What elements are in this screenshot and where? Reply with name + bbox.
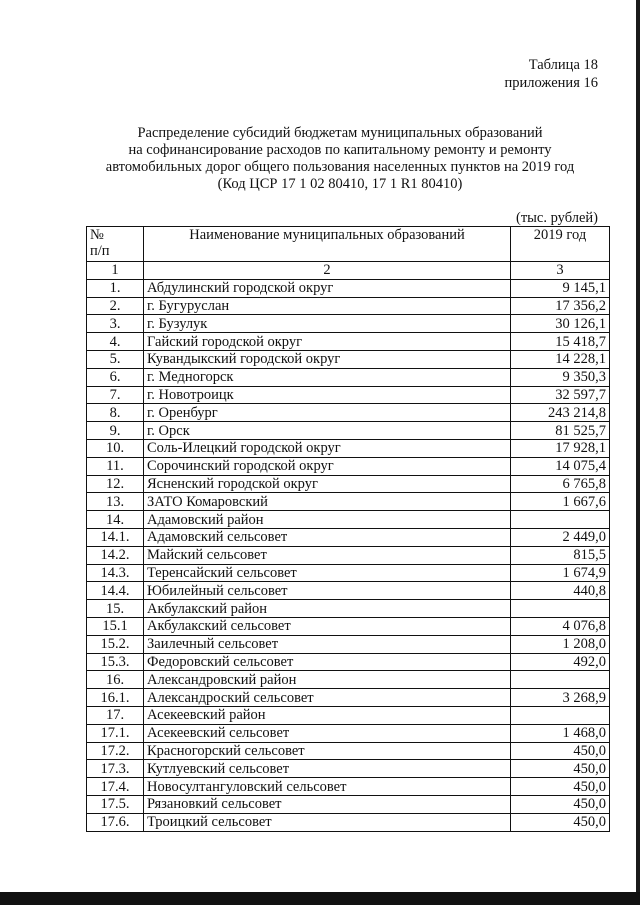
table-row bbox=[87, 778, 610, 796]
table-row bbox=[87, 706, 610, 724]
subsidy-amount: 1 208,0 bbox=[511, 635, 610, 653]
municipality-name: ЗАТО Комаровский bbox=[144, 493, 511, 511]
subsidy-amount: 14 228,1 bbox=[511, 350, 610, 368]
municipality-name: Соль-Илецкий городской округ bbox=[144, 439, 511, 457]
municipality-name: Ясненский городской округ bbox=[144, 475, 511, 493]
column-number: 3 bbox=[511, 262, 610, 280]
row-number: 15.2. bbox=[87, 635, 144, 653]
scan-edge bbox=[636, 0, 640, 905]
municipality-name: г. Бугуруслан bbox=[144, 297, 511, 315]
row-number: 6. bbox=[87, 368, 144, 386]
table-row bbox=[87, 422, 610, 440]
subsidy-amount: 6 765,8 bbox=[511, 475, 610, 493]
municipality-name: Асекеевский район bbox=[144, 706, 511, 724]
title-line: автомобильных дорог общего пользования населенных пунктов на 2019 год bbox=[105, 159, 575, 175]
table-row bbox=[87, 511, 610, 529]
table-row bbox=[87, 315, 610, 333]
row-number: 15. bbox=[87, 600, 144, 618]
table-row bbox=[87, 813, 610, 831]
subsidy-amount: 450,0 bbox=[511, 813, 610, 831]
table-row bbox=[87, 671, 610, 689]
column-number-row bbox=[87, 262, 610, 280]
subsidy-amount: 14 075,4 bbox=[511, 457, 610, 475]
row-number: 17.2. bbox=[87, 742, 144, 760]
municipality-name: Сорочинский городской округ bbox=[144, 457, 511, 475]
municipality-name: Новосултангуловский сельсовет bbox=[144, 778, 511, 796]
subsidy-amount: 32 597,7 bbox=[511, 386, 610, 404]
table-row bbox=[87, 439, 610, 457]
column-number: 1 bbox=[87, 262, 144, 280]
table-row bbox=[87, 564, 610, 582]
subsidy-amount: 450,0 bbox=[511, 778, 610, 796]
subsidy-amount: 15 418,7 bbox=[511, 333, 610, 351]
table-row bbox=[87, 689, 610, 707]
subsidy-amount: 3 268,9 bbox=[511, 689, 610, 707]
table-body bbox=[87, 279, 610, 831]
municipality-name: Рязановкий сельсовет bbox=[144, 795, 511, 813]
title-line: (Код ЦСР 17 1 02 80410, 17 1 R1 80410) bbox=[217, 176, 463, 192]
row-number: 5. bbox=[87, 350, 144, 368]
table-row bbox=[87, 475, 610, 493]
row-number: 2. bbox=[87, 297, 144, 315]
municipality-name: Гайский городской округ bbox=[144, 333, 511, 351]
table-row bbox=[87, 582, 610, 600]
row-number: 17.1. bbox=[87, 724, 144, 742]
row-number: 14.1. bbox=[87, 528, 144, 546]
table-row bbox=[87, 457, 610, 475]
title-line: Распределение субсидий бюджетам муниципальных образований bbox=[137, 125, 543, 141]
table-row bbox=[87, 333, 610, 351]
municipality-name: Александроский сельсовет bbox=[144, 689, 511, 707]
header-num-symbol: № bbox=[90, 227, 104, 243]
row-number: 14.4. bbox=[87, 582, 144, 600]
row-number: 15.3. bbox=[87, 653, 144, 671]
row-number: 17.3. bbox=[87, 760, 144, 778]
subsidy-amount: 17 356,2 bbox=[511, 297, 610, 315]
table-row bbox=[87, 368, 610, 386]
row-number: 11. bbox=[87, 457, 144, 475]
table-row bbox=[87, 297, 610, 315]
row-number: 14. bbox=[87, 511, 144, 529]
row-number: 17.5. bbox=[87, 795, 144, 813]
row-number: 17.6. bbox=[87, 813, 144, 831]
row-number: 16. bbox=[87, 671, 144, 689]
row-number: 17. bbox=[87, 706, 144, 724]
header-num-abbr: п/п bbox=[90, 243, 110, 259]
title-line: на софинансирование расходов по капитальному ремонту и ремонту bbox=[128, 142, 552, 158]
table-row bbox=[87, 386, 610, 404]
table-row bbox=[87, 795, 610, 813]
scan-bottom-bar bbox=[0, 892, 640, 905]
subsidy-amount: 1 667,6 bbox=[511, 493, 610, 511]
municipality-name: Юбилейный сельсовет bbox=[144, 582, 511, 600]
table-row bbox=[87, 635, 610, 653]
table-row bbox=[87, 600, 610, 618]
units-label: (тыс. рублей) bbox=[516, 210, 598, 226]
municipality-name: Абдулинский городской округ bbox=[144, 279, 511, 297]
municipality-name: Майский сельсовет bbox=[144, 546, 511, 564]
row-number: 12. bbox=[87, 475, 144, 493]
header-year: 2019 год bbox=[511, 227, 610, 262]
municipality-name: Адамовский сельсовет bbox=[144, 528, 511, 546]
table-row bbox=[87, 279, 610, 297]
municipality-name: Федоровский сельсовет bbox=[144, 653, 511, 671]
row-number: 10. bbox=[87, 439, 144, 457]
municipality-name: г. Орск bbox=[144, 422, 511, 440]
table-row bbox=[87, 760, 610, 778]
table-row bbox=[87, 617, 610, 635]
table-row bbox=[87, 546, 610, 564]
municipality-name: Адамовский район bbox=[144, 511, 511, 529]
subsidy-amount: 30 126,1 bbox=[511, 315, 610, 333]
municipality-name: Асекеевский сельсовет bbox=[144, 724, 511, 742]
column-number: 2 bbox=[144, 262, 511, 280]
table-row bbox=[87, 724, 610, 742]
appendix-label: приложения 16 bbox=[504, 75, 598, 91]
municipality-name: Теренсайский сельсовет bbox=[144, 564, 511, 582]
municipality-name: г. Новотроицк bbox=[144, 386, 511, 404]
subsidy-table bbox=[86, 226, 610, 832]
document-title bbox=[70, 125, 610, 193]
subsidy-amount bbox=[511, 511, 610, 529]
subsidy-amount bbox=[511, 600, 610, 618]
row-number: 8. bbox=[87, 404, 144, 422]
subsidy-amount: 815,5 bbox=[511, 546, 610, 564]
row-number: 15.1 bbox=[87, 617, 144, 635]
municipality-name: Александровский район bbox=[144, 671, 511, 689]
table-row bbox=[87, 404, 610, 422]
municipality-name: Красногорский сельсовет bbox=[144, 742, 511, 760]
table-row bbox=[87, 653, 610, 671]
table-row bbox=[87, 350, 610, 368]
table-row bbox=[87, 493, 610, 511]
subsidy-amount: 440,8 bbox=[511, 582, 610, 600]
row-number: 9. bbox=[87, 422, 144, 440]
subsidy-amount: 2 449,0 bbox=[511, 528, 610, 546]
row-number: 13. bbox=[87, 493, 144, 511]
municipality-name: Акбулакский район bbox=[144, 600, 511, 618]
row-number: 7. bbox=[87, 386, 144, 404]
municipality-name: Заилечный сельсовет bbox=[144, 635, 511, 653]
subsidy-amount: 17 928,1 bbox=[511, 439, 610, 457]
municipality-name: г. Медногорск bbox=[144, 368, 511, 386]
municipality-name: г. Бузулук bbox=[144, 315, 511, 333]
subsidy-amount: 450,0 bbox=[511, 742, 610, 760]
subsidy-amount bbox=[511, 706, 610, 724]
subsidy-amount: 450,0 bbox=[511, 760, 610, 778]
subsidy-amount: 81 525,7 bbox=[511, 422, 610, 440]
subsidy-amount: 492,0 bbox=[511, 653, 610, 671]
row-number: 14.3. bbox=[87, 564, 144, 582]
municipality-name: Троицкий сельсовет bbox=[144, 813, 511, 831]
table-number-label: Таблица 18 bbox=[528, 57, 598, 73]
subsidy-amount bbox=[511, 671, 610, 689]
row-number: 1. bbox=[87, 279, 144, 297]
subsidy-amount: 450,0 bbox=[511, 795, 610, 813]
table-row bbox=[87, 742, 610, 760]
subsidy-amount: 1 674,9 bbox=[511, 564, 610, 582]
municipality-name: Кутлуевский сельсовет bbox=[144, 760, 511, 778]
row-number: 3. bbox=[87, 315, 144, 333]
header-num bbox=[87, 227, 144, 262]
header-name: Наименование муниципальных образований bbox=[144, 227, 511, 262]
municipality-name: г. Оренбург bbox=[144, 404, 511, 422]
subsidy-amount: 9 350,3 bbox=[511, 368, 610, 386]
table-header-row bbox=[87, 227, 610, 262]
subsidy-amount: 4 076,8 bbox=[511, 617, 610, 635]
row-number: 17.4. bbox=[87, 778, 144, 796]
row-number: 16.1. bbox=[87, 689, 144, 707]
subsidy-amount: 9 145,1 bbox=[511, 279, 610, 297]
row-number: 4. bbox=[87, 333, 144, 351]
row-number: 14.2. bbox=[87, 546, 144, 564]
municipality-name: Акбулакский сельсовет bbox=[144, 617, 511, 635]
table-row bbox=[87, 528, 610, 546]
subsidy-amount: 243 214,8 bbox=[511, 404, 610, 422]
municipality-name: Кувандыкский городской округ bbox=[144, 350, 511, 368]
subsidy-amount: 1 468,0 bbox=[511, 724, 610, 742]
